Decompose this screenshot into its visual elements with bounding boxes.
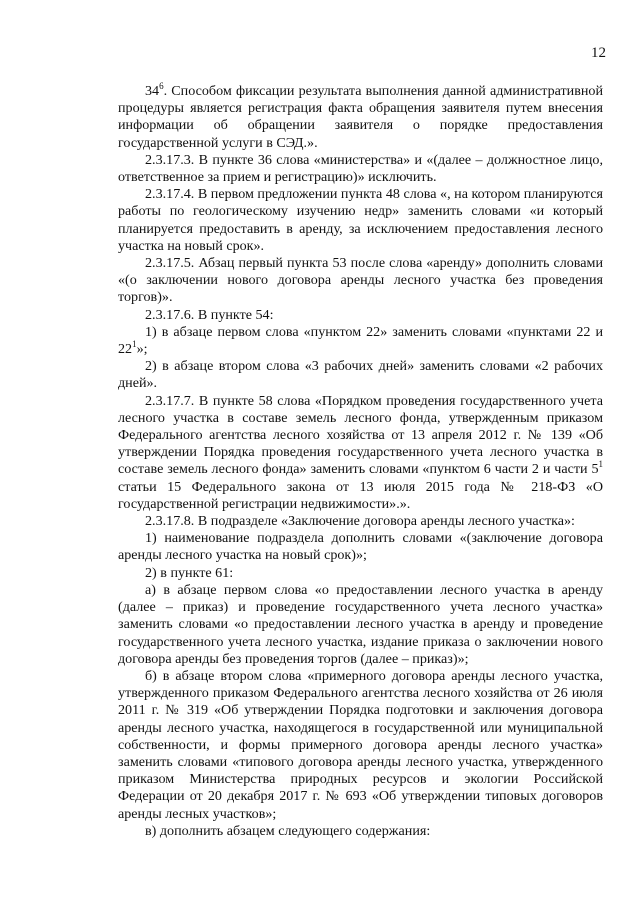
superscript: 1 — [132, 339, 137, 350]
paragraph-text: 34 — [145, 83, 160, 99]
sub-item-b — [118, 668, 603, 823]
paragraph-text: 2) в абзаце втором слова «3 рабочих дней» заменить словами «2 рабочих дней». — [118, 358, 603, 392]
paragraph-text: »; — [136, 341, 148, 358]
paragraph-text: 2.3.17.6. В пункте 54: — [145, 306, 274, 323]
superscript: 1 — [598, 459, 603, 470]
sub-item-a — [118, 582, 603, 668]
paragraph-text: 2.3.17.8. В подразделе «Заключение договора аренды лесного участка»: — [145, 513, 575, 530]
paragraph-34-6 — [118, 83, 603, 152]
paragraph-text: статьи 15 Федерального закона от 13 июля 2015 года № 218-ФЗ «О государственной регистрации недвижимости».». — [118, 478, 603, 512]
list-item-2 — [118, 358, 603, 392]
paragraph-text: 1) в абзаце первом слова «пунктом 22» заменить словами «пунктами 22 и 22 — [118, 323, 603, 358]
paragraph-text: 1) наименование подраздела дополнить словами «(заключение договора аренды лесного участка на новый срок)»; — [118, 530, 603, 564]
page-number: 12 — [591, 45, 606, 61]
paragraph-text: 2.3.17.3. В пункте 36 слова «министерства» и «(далее – должностное лицо, ответственное за прием и регистрацию)» исключить. — [118, 151, 603, 186]
list-item-1 — [118, 324, 603, 358]
list-item-1 — [118, 530, 603, 564]
paragraph-2-3-17-4 — [118, 186, 603, 255]
paragraph-2-3-17-6 — [118, 307, 603, 324]
paragraph-2-3-17-3 — [118, 152, 603, 186]
paragraph-text: 2.3.17.4. В первом предложении пункта 48 слова «, на котором планируются работы по геологическому изучению недр» заменить словами «и который планируется предоставить в аренду, за исключением предоставления лесного участка на новый срок». — [118, 186, 603, 254]
document-body — [118, 83, 603, 840]
paragraph-2-3-17-5 — [118, 255, 603, 307]
paragraph-text: 2.3.17.5. Абзац первый пункта 53 после слова «аренду» дополнить словами «(о заключении нового договора аренды лесного участка без проведения торгов)». — [118, 255, 603, 306]
paragraph-text: а) в абзаце первом слова «о предоставлении лесного участка в аренду (далее – приказ) и проведение государственного учета лесного участка» заменить словами «о предоставлении лесного участка в аренду и проведение государственного учета лесного участка, издание приказа о заключении нового договора аренды без проведения торгов (далее – приказ)»; — [118, 581, 603, 667]
paragraph-2-3-17-7 — [118, 393, 603, 513]
paragraph-2-3-17-8 — [118, 513, 603, 530]
superscript: 6 — [159, 81, 164, 91]
paragraph-text: 2) в пункте 61: — [145, 564, 234, 581]
paragraph-text: . Способом фиксации результата выполнения данной административной процедуры является регистрация факта обращения заявителя путем внесения информации об обращении заявителя о порядке предоставления государственной услуги в СЭД.». — [118, 83, 603, 151]
paragraph-text: б) в абзаце втором слова «примерного договора аренды лесного участка, утвержденного приказом Федерального агентства лесного хозяйства от 26 июля 2011 г. № 319 «Об утверждении Порядка подготовки и заключения договора аренды лесного участка, находящегося в государственной или муниципальной собственности, и формы примерного договора аренды лесного участка» заменить словами «типового договора аренды лесного участка, утвержденного приказом Министерства природных ресурсов и экологии Российской Федерации от 20 декабря 2017 г. № 693 «Об утверждении типовых договоров аренды лесных участков»; — [118, 667, 603, 822]
sub-item-v — [118, 823, 603, 840]
paragraph-text: 2.3.17.7. В пункте 58 слова «Порядком проведения государственного учета лесного участка в составе земель лесного фонда, утвержденным приказом Федерального агентства лесного хозяйства от 13 апреля 2012 г. № 139 «Об утверждении Порядка проведения государственного учета лесного участка в составе земель лесного фонда» заменить словами «пунктом 6 части 2 и части 5 — [118, 392, 603, 478]
paragraph-text: в) дополнить абзацем следующего содержания: — [145, 822, 431, 839]
list-item-2 — [118, 565, 603, 582]
